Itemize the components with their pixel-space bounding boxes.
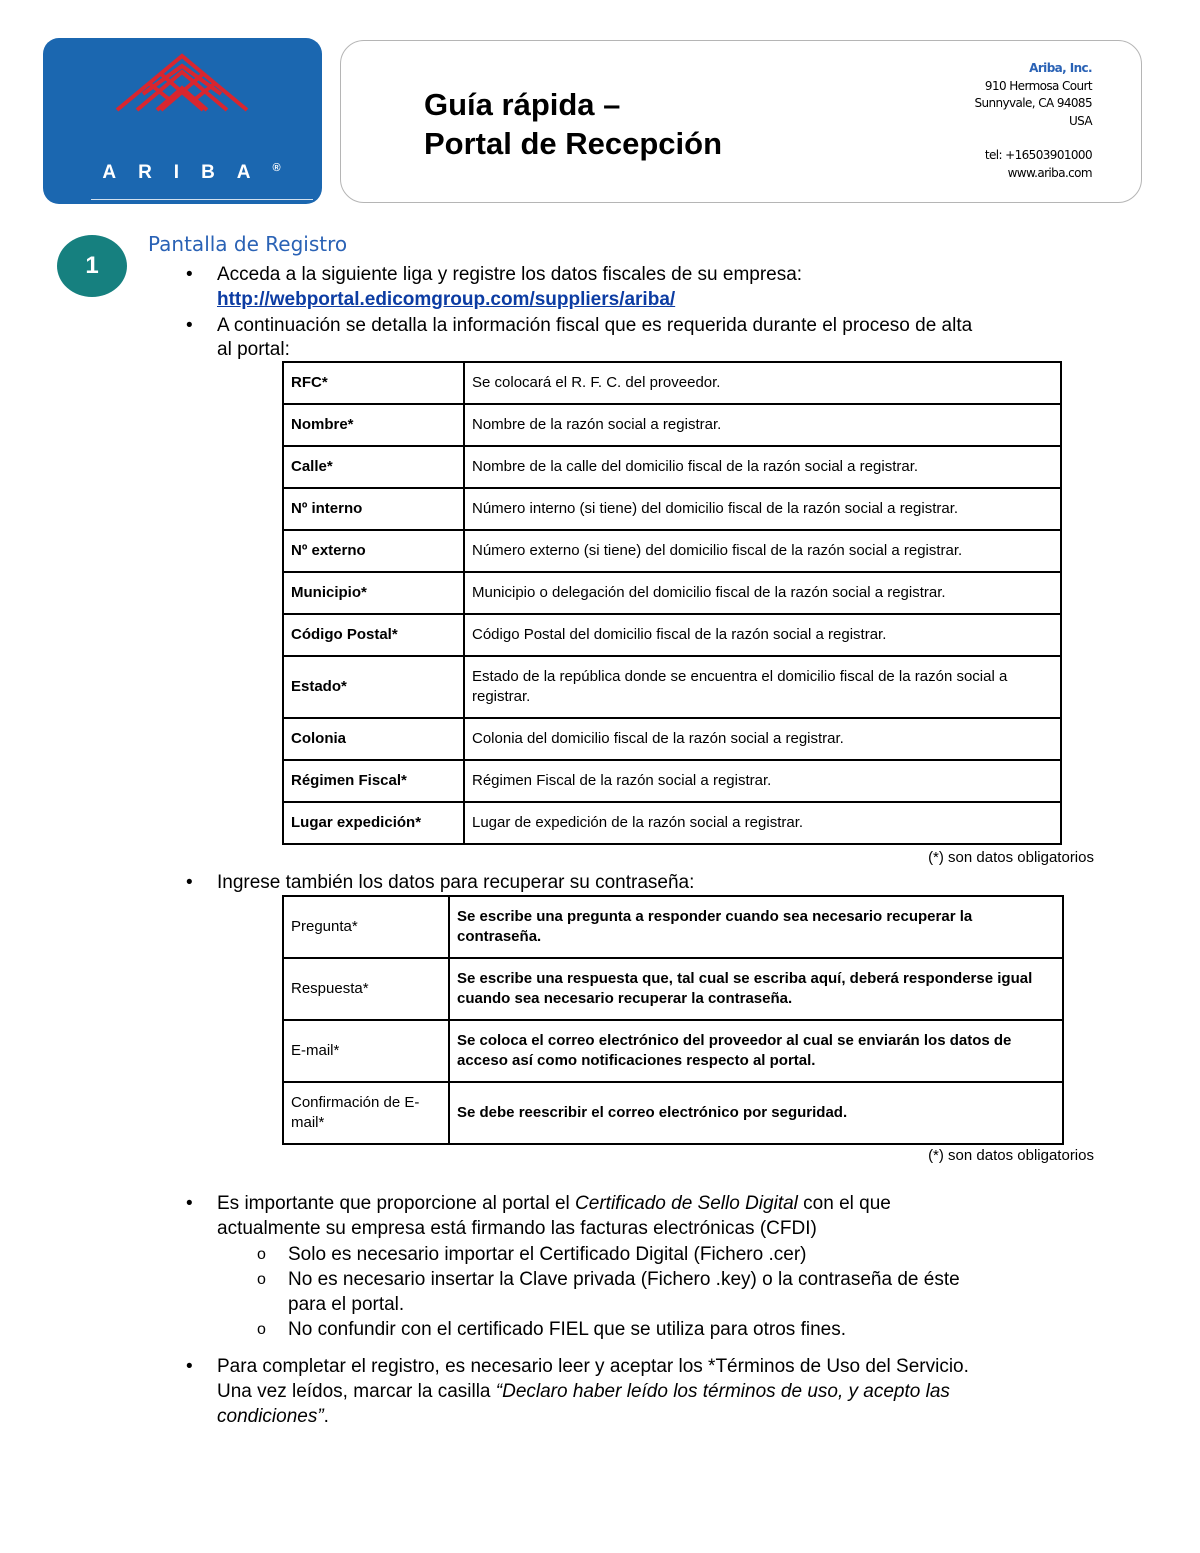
sub-bullet-icon: o — [257, 1321, 266, 1338]
field-label: Respuesta* — [283, 958, 449, 1020]
bullet-5-text-pre: Una vez leídos, marcar la casilla — [217, 1381, 496, 1402]
bullet-4-emphasis: Certificado de Sello Digital — [575, 1193, 798, 1214]
field-description: Número externo (si tiene) del domicilio fiscal de la razón social a registrar. — [464, 530, 1061, 572]
field-label: Municipio* — [283, 572, 464, 614]
bullet-2-line-2: al portal: — [217, 339, 290, 360]
table-row — [283, 572, 1061, 614]
table-row — [283, 802, 1061, 844]
table-row — [283, 530, 1061, 572]
company-web: www.ariba.com — [1007, 165, 1092, 180]
table-row — [283, 718, 1061, 760]
company-info — [974, 60, 1092, 182]
bullet-5-text-post: . — [323, 1406, 329, 1427]
table-row — [283, 958, 1063, 1020]
bullet-icon: • — [186, 264, 193, 285]
sub-bullet-2-line-2: para el portal. — [288, 1294, 405, 1315]
table-row — [283, 488, 1061, 530]
logo-wordmark: ARIBA® — [102, 162, 281, 183]
field-label: Nº interno — [283, 488, 464, 530]
logo-tagline: An SAP Company — [122, 210, 243, 227]
step-number-badge: 1 — [57, 235, 127, 297]
field-description: Nombre de la razón social a registrar. — [464, 404, 1061, 446]
registration-link[interactable]: http://webportal.edicomgroup.com/suppliers/ariba/ — [217, 289, 676, 310]
field-description: Estado de la república donde se encuentra el domicilio fiscal de la razón social a registrar. — [464, 656, 1061, 718]
field-description: Código Postal del domicilio fiscal de la razón social a registrar. — [464, 614, 1061, 656]
company-phone: tel: +16503901000 — [984, 148, 1092, 162]
field-description: Municipio o delegación del domicilio fiscal de la razón social a registrar. — [464, 572, 1061, 614]
bullet-5-line-1: Para completar el registro, es necesario leer y aceptar los *Términos de Uso del Servicio. — [217, 1356, 969, 1377]
logo-divider — [91, 199, 313, 200]
title-line-2: Portal de Recepción — [424, 126, 723, 161]
sub-bullet-icon: o — [257, 1271, 266, 1288]
field-label: Código Postal* — [283, 614, 464, 656]
table-row — [283, 656, 1061, 718]
ariba-arch-icon — [43, 38, 322, 158]
sub-bullet-1: Solo es necesario importar el Certificado Digital (Fichero .cer) — [288, 1244, 807, 1265]
sub-bullet-icon: o — [257, 1246, 266, 1263]
table-row — [283, 614, 1061, 656]
fiscal-data-table — [282, 361, 1062, 845]
company-country: USA — [1068, 113, 1092, 128]
sub-bullet-2-line-1: No es necesario insertar la Clave privada (Fichero .key) o la contraseña de éste — [288, 1269, 960, 1290]
field-label: Estado* — [283, 656, 464, 718]
sub-bullet-3: No confundir con el certificado FIEL que se utiliza para otros fines. — [288, 1319, 846, 1340]
company-name: Ariba, Inc. — [1029, 61, 1092, 75]
bullet-2-line-1: A continuación se detalla la información fiscal que es requerida durante el proceso de alta — [217, 315, 973, 336]
bullet-icon: • — [186, 315, 193, 336]
field-label: Colonia — [283, 718, 464, 760]
bullet-icon: • — [186, 872, 193, 893]
bullet-4-text-pre: Es importante que proporcione al portal el — [217, 1193, 576, 1214]
table-row — [283, 760, 1061, 802]
section-title: Pantalla de Registro — [148, 232, 348, 256]
bullet-5-quote-end: condiciones” — [217, 1406, 324, 1427]
required-note: (*) son datos obligatorios — [928, 849, 1094, 866]
table-row — [283, 1020, 1063, 1082]
table-row — [283, 446, 1061, 488]
field-description: Colonia del domicilio fiscal de la razón social a registrar. — [464, 718, 1061, 760]
field-label: Lugar expedición* — [283, 802, 464, 844]
field-description: Se escribe una respuesta que, tal cual se escriba aquí, deberá responderse igual cuando sea necesario recuperar la contraseña. — [449, 958, 1063, 1020]
field-label: Pregunta* — [283, 896, 449, 958]
table-row — [283, 1082, 1063, 1144]
field-label: E-mail* — [283, 1020, 449, 1082]
bullet-5-line-2 — [217, 1379, 950, 1404]
field-label: RFC* — [283, 362, 464, 404]
password-recovery-table — [282, 895, 1064, 1145]
title-line-1: Guía rápida – — [424, 87, 621, 122]
ariba-logo — [43, 38, 322, 227]
field-label: Nº externo — [283, 530, 464, 572]
bullet-4-line-1 — [217, 1191, 891, 1216]
bullet-3-text: Ingrese también los datos para recuperar su contraseña: — [217, 872, 695, 893]
field-label: Nombre* — [283, 404, 464, 446]
field-description: Nombre de la calle del domicilio fiscal de la razón social a registrar. — [464, 446, 1061, 488]
bullet-5-line-3 — [217, 1404, 329, 1429]
field-description: Se escribe una pregunta a responder cuando sea necesario recuperar la contraseña. — [449, 896, 1063, 958]
page-title — [424, 85, 722, 163]
table-row — [283, 362, 1061, 404]
bullet-4-line-2: actualmente su empresa está firmando las facturas electrónicas (CFDI) — [217, 1218, 817, 1239]
bullet-4-text-post: con el que — [797, 1193, 891, 1214]
bullet-5-quote: “Declaro haber leído los términos de uso, y acepto las — [495, 1381, 950, 1402]
table-row — [283, 404, 1061, 446]
bullet-icon: • — [186, 1356, 193, 1377]
field-description: Se coloca el correo electrónico del proveedor al cual se enviarán los datos de acceso así como notificaciones respecto al portal. — [449, 1020, 1063, 1082]
field-description: Se colocará el R. F. C. del proveedor. — [464, 362, 1061, 404]
field-label: Confirmación de E-mail* — [283, 1082, 449, 1144]
field-label: Régimen Fiscal* — [283, 760, 464, 802]
bullet-icon: • — [186, 1193, 193, 1214]
company-address-2: Sunnyvale, CA 94085 — [974, 96, 1092, 110]
field-description: Lugar de expedición de la razón social a registrar. — [464, 802, 1061, 844]
required-note: (*) son datos obligatorios — [928, 1147, 1094, 1164]
field-label: Calle* — [283, 446, 464, 488]
company-address-1: 910 Hermosa Court — [984, 78, 1092, 93]
field-description: Régimen Fiscal de la razón social a registrar. — [464, 760, 1061, 802]
field-description: Se debe reescribir el correo electrónico por seguridad. — [449, 1082, 1063, 1144]
table-row — [283, 896, 1063, 958]
bullet-1-text: Acceda a la siguiente liga y registre los datos fiscales de su empresa: — [217, 264, 803, 285]
field-description: Número interno (si tiene) del domicilio fiscal de la razón social a registrar. — [464, 488, 1061, 530]
